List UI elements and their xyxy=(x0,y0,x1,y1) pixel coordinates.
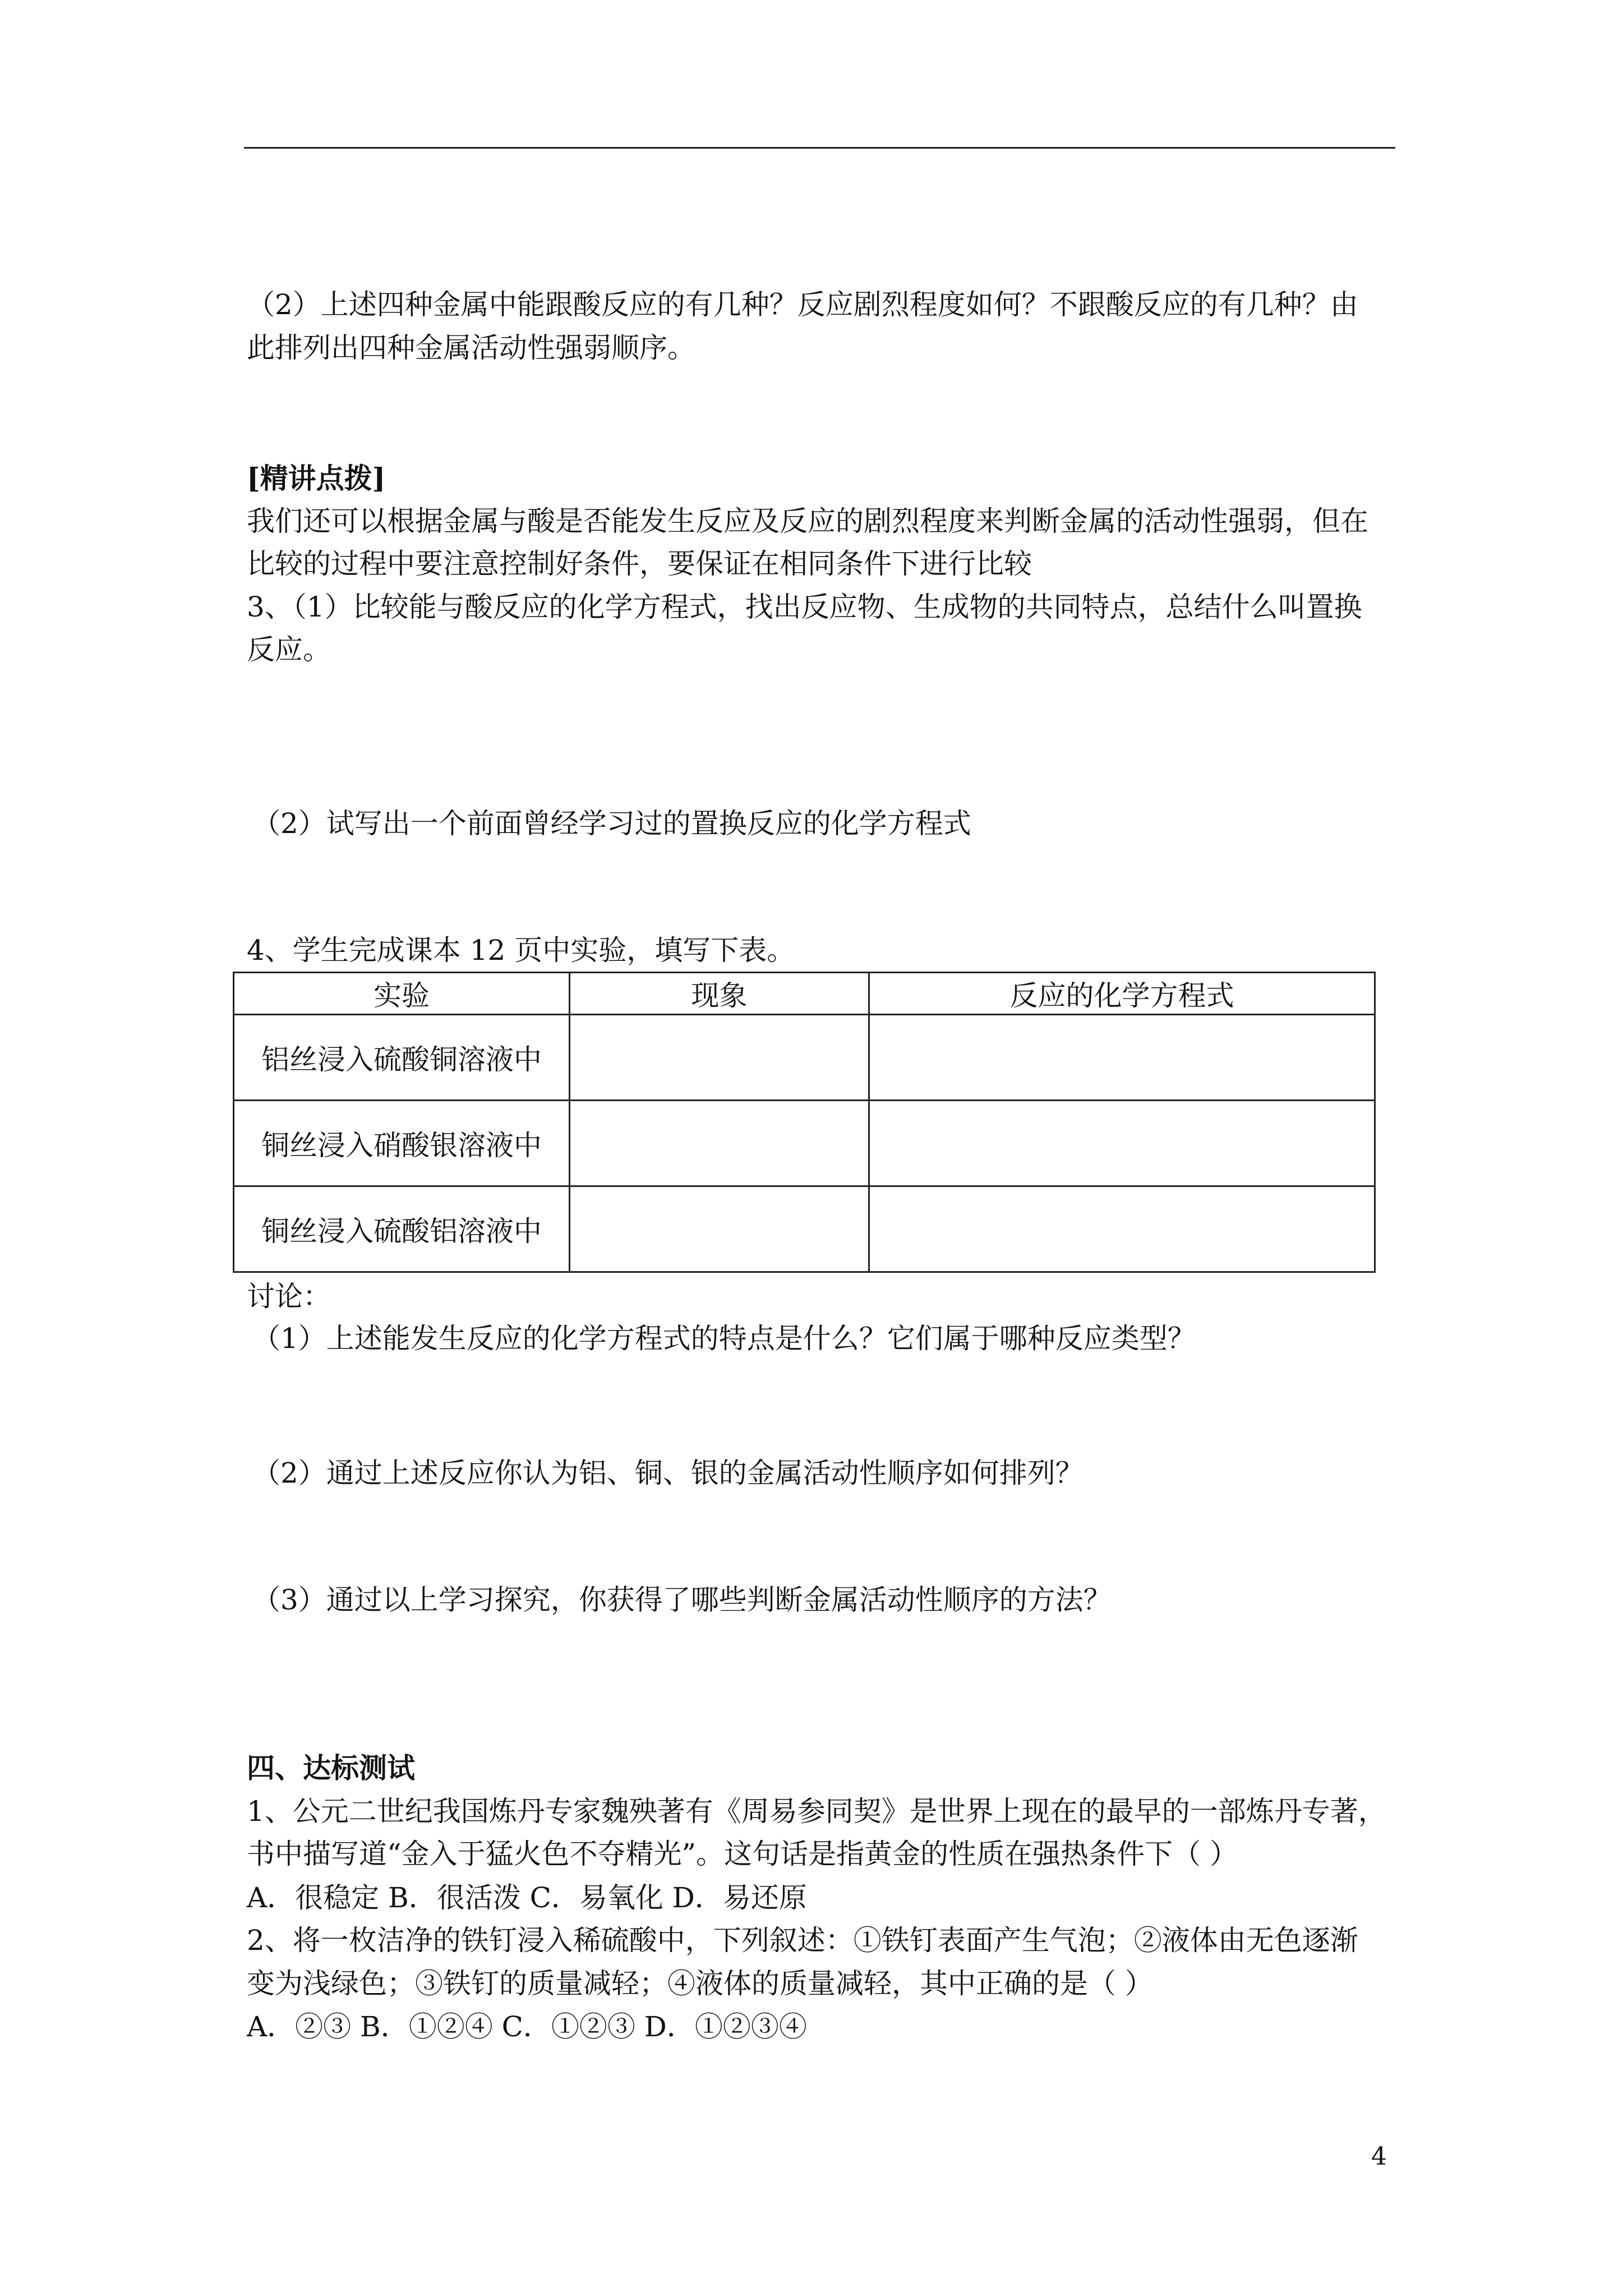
test2-options: A．②③ B．①②④ C．①②③ D．①②③④ xyxy=(247,2010,807,2043)
header-experiment: 实验 xyxy=(234,973,570,1015)
experiment-cell: 铜丝浸入硝酸银溶液中 xyxy=(234,1101,570,1186)
equation-cell xyxy=(869,1101,1375,1186)
jingjiang-heading: [精讲点拨] xyxy=(247,462,386,495)
discussion-q2: （2）通过上述反应你认为铝、铜、银的金属活动性顺序如何排列？ xyxy=(252,1457,1083,1489)
q2-line-2: 此排列出四种金属活动性强弱顺序。 xyxy=(247,332,695,364)
table-header-row xyxy=(234,973,1375,1015)
table-row xyxy=(234,1186,1375,1272)
section4-heading: 四、达标测试 xyxy=(247,1751,415,1784)
test1-line-1: 1、公元二世纪我国炼丹专家魏殃著有《周易参同契》是世界上现在的最早的一部炼丹专著， xyxy=(247,1795,1386,1828)
test2-line-1: 2、将一枚洁净的铁钉浸入稀硫酸中，下列叙述：①铁钉表面产生气泡；②液体由无色逐渐 xyxy=(247,1924,1358,1957)
equation-cell xyxy=(869,1186,1375,1272)
q4-intro: 4、学生完成课本 12 页中实验，填写下表。 xyxy=(247,934,795,967)
page-number: 4 xyxy=(1371,2142,1387,2171)
header-rule xyxy=(244,147,1395,149)
discussion-q1: （1）上述能发生反应的化学方程式的特点是什么？它们属于哪种反应类型？ xyxy=(252,1322,1196,1355)
test1-options: A．很稳定 B．很活泼 C．易氧化 D．易还原 xyxy=(247,1881,807,1914)
test1-line-2: 书中描写道“金入于猛火色不夺精光”。这句话是指黄金的性质在强热条件下（ ） xyxy=(247,1838,1238,1870)
phenomenon-cell xyxy=(570,1101,869,1186)
table-row xyxy=(234,1101,1375,1186)
discussion-label: 讨论： xyxy=(247,1280,331,1313)
equation-cell xyxy=(869,1015,1375,1101)
q3-part1-line-2: 反应。 xyxy=(247,633,331,666)
jingjiang-line-1: 我们还可以根据金属与酸是否能发生反应及反应的剧烈程度来判断金属的活动性强弱，但在 xyxy=(247,505,1368,537)
experiment-cell: 铝丝浸入硫酸铜溶液中 xyxy=(234,1015,570,1101)
phenomenon-cell xyxy=(570,1015,869,1101)
test2-line-2: 变为浅绿色；③铁钉的质量减轻；④液体的质量减轻，其中正确的是（ ） xyxy=(247,1967,1153,2000)
phenomenon-cell xyxy=(570,1186,869,1272)
q3-part1-line-1: 3、（1）比较能与酸反应的化学方程式，找出反应物、生成物的共同特点，总结什么叫置换 xyxy=(247,591,1362,623)
table-row xyxy=(234,1015,1375,1101)
jingjiang-line-2: 比较的过程中要注意控制好条件，要保证在相同条件下进行比较 xyxy=(247,547,1032,580)
q3-part2: （2）试写出一个前面曾经学习过的置换反应的化学方程式 xyxy=(252,807,971,840)
q2-line-1: （2）上述四种金属中能跟酸反应的有几种？反应剧烈程度如何？不跟酸反应的有几种？由 xyxy=(247,288,1358,321)
header-phenomenon: 现象 xyxy=(570,973,869,1015)
discussion-q3: （3）通过以上学习探究，你获得了哪些判断金属活动性顺序的方法？ xyxy=(252,1584,1112,1616)
experiment-table xyxy=(233,972,1376,1273)
experiment-cell: 铜丝浸入硫酸铝溶液中 xyxy=(234,1186,570,1272)
header-equation: 反应的化学方程式 xyxy=(869,973,1375,1015)
